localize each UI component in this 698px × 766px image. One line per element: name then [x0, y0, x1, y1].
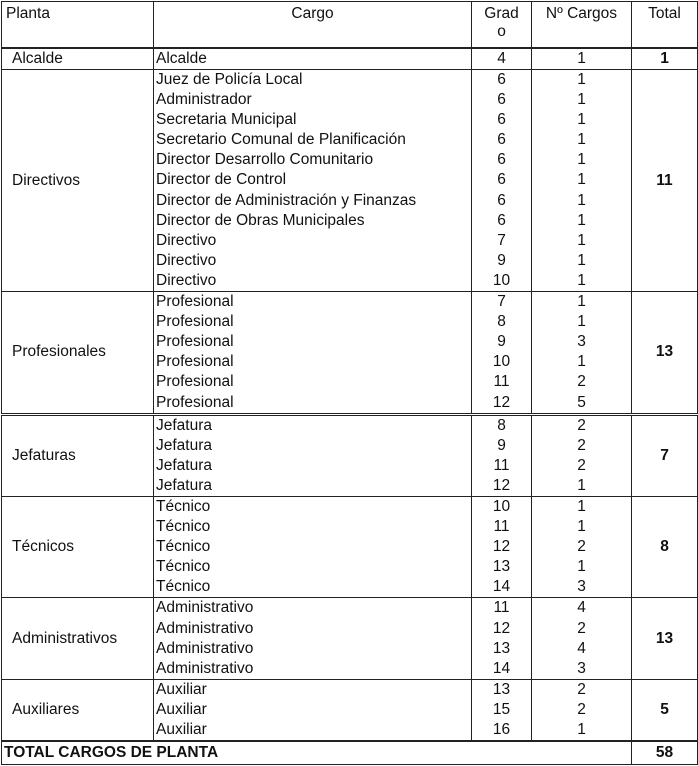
n-cargos-line: 1 [577, 558, 586, 576]
cargo-cell [154, 679, 472, 741]
cargo-line: Secretario Comunal de Planificación [156, 131, 406, 149]
grado-line: 13 [492, 680, 511, 698]
cargo-line: Administrativo [156, 639, 254, 657]
n-cargos-line: 2 [577, 538, 586, 556]
grado-line: 12 [492, 538, 511, 556]
grado-line: 11 [493, 373, 510, 391]
grado-line: 10 [492, 497, 511, 515]
grado-line: 6 [497, 131, 506, 149]
cargo-line: Técnico [156, 578, 211, 596]
n-cargos-line: 1 [577, 518, 586, 536]
n-cargos-cell: 1 [532, 48, 632, 70]
grado-line: 10 [492, 353, 511, 371]
n-cargos-line: 3 [577, 659, 586, 677]
header-grado: Grad o [472, 2, 532, 49]
cargo-line: Jefatura [156, 476, 213, 494]
group-total: 7 [632, 414, 698, 496]
grado-cell [472, 496, 532, 597]
n-cargos-line: 2 [577, 416, 586, 434]
n-cargos-line: 1 [577, 231, 586, 249]
n-cargos-cell [532, 679, 632, 741]
grado-cell [472, 70, 532, 292]
group-row-jefaturas [2, 414, 698, 496]
n-cargos-line: 2 [577, 680, 586, 698]
planta-label: Auxiliares [2, 679, 154, 741]
grado-line: 6 [497, 91, 506, 109]
grado-line: 14 [492, 659, 511, 677]
grado-line: 7 [497, 293, 506, 311]
n-cargos-line: 1 [577, 271, 586, 289]
n-cargos-line: 4 [577, 639, 586, 657]
cargo-line: Director de Administración y Finanzas [156, 191, 417, 209]
grado-cell [472, 292, 532, 415]
cargo-line: Técnico [156, 518, 211, 536]
grado-line: 13 [492, 558, 511, 576]
grand-total-value: 58 [632, 741, 698, 765]
n-cargos-line: 1 [577, 71, 586, 88]
n-cargos-line: 1 [577, 313, 586, 331]
n-cargos-line: 1 [577, 171, 586, 189]
group-total: 13 [632, 292, 698, 415]
grado-line: 9 [497, 436, 506, 454]
n-cargos-line: 1 [577, 353, 586, 371]
cargo-line: Administrador [156, 91, 252, 109]
group-total: 11 [632, 70, 698, 292]
n-cargos-cell [532, 496, 632, 597]
cargo-cell [154, 496, 472, 597]
planta-label: Técnicos [2, 496, 154, 597]
cargo-line: Administrativo [156, 619, 254, 637]
cargo-cell [154, 598, 472, 679]
group-row-tecnicos [2, 496, 698, 597]
n-cargos-line: 2 [577, 373, 586, 391]
n-cargos-line: 2 [577, 436, 586, 454]
cargo-line: Técnico [156, 538, 211, 556]
header-n-cargos: Nº Cargos [532, 2, 632, 49]
cargo-line: Profesional [156, 313, 234, 331]
group-row-administrativos [2, 598, 698, 679]
grado-line: 11 [493, 518, 510, 536]
n-cargos-line: 1 [577, 211, 586, 229]
cargo-line: Secretaria Municipal [156, 111, 297, 129]
group-row-directivos [2, 70, 698, 292]
n-cargos-line: 1 [577, 191, 586, 209]
cargos-planta-table [1, 1, 698, 765]
grado-line: 16 [492, 721, 511, 738]
n-cargos-line: 2 [577, 619, 586, 637]
cargo-line: Directivo [156, 231, 217, 249]
n-cargos-line: 1 [577, 131, 586, 149]
grand-total-row [2, 741, 698, 765]
n-cargos-cell [532, 598, 632, 679]
cargo-cell [154, 70, 472, 292]
grado-line: 6 [497, 171, 506, 189]
cargo-line: Profesional [156, 393, 234, 411]
grado-line: 8 [497, 313, 506, 331]
cargo-line: Auxiliar [156, 680, 207, 698]
n-cargos-line: 1 [577, 251, 586, 269]
header-planta: Planta [2, 2, 154, 49]
n-cargos-line: 1 [577, 476, 586, 494]
grado-line: 9 [497, 333, 506, 351]
cargo-line: Director de Control [156, 171, 287, 189]
cargo-line: Técnico [156, 497, 211, 515]
planta-label: Administrativos [2, 598, 154, 679]
n-cargos-line: 1 [577, 151, 586, 169]
cargo-line: Jefatura [156, 436, 213, 454]
group-total: 1 [632, 48, 698, 70]
cargo-line: Técnico [156, 558, 211, 576]
cargo-line: Auxiliar [156, 700, 207, 718]
cargo-line: Profesional [156, 373, 234, 391]
grado-line: 15 [492, 700, 511, 718]
cargo-line: Profesional [156, 353, 234, 371]
cargo-cell [154, 292, 472, 415]
grado-line: 13 [492, 639, 511, 657]
grado-line: 11 [493, 599, 510, 617]
n-cargos-line: 3 [577, 578, 586, 596]
grado-line: 6 [497, 151, 506, 169]
n-cargos-line: 1 [577, 91, 586, 109]
header-row [2, 2, 698, 49]
cargo-cell [154, 414, 472, 496]
group-total: 5 [632, 679, 698, 741]
grado-line: 12 [492, 619, 511, 637]
grado-line: 7 [497, 231, 506, 249]
n-cargos-cell [532, 292, 632, 415]
cargo-cell: Alcalde [154, 48, 472, 70]
grado-line: 12 [492, 476, 511, 494]
n-cargos-line: 3 [577, 333, 586, 351]
header-cargo: Cargo [154, 2, 472, 49]
cargo-line: Juez de Policía Local [156, 71, 303, 88]
grado-cell [472, 414, 532, 496]
cargo-line: Directivo [156, 271, 217, 289]
n-cargos-line: 1 [577, 497, 586, 515]
n-cargos-line: 1 [577, 293, 586, 311]
n-cargos-line: 1 [577, 111, 586, 129]
group-total: 8 [632, 496, 698, 597]
grado-cell [472, 598, 532, 679]
group-total: 13 [632, 598, 698, 679]
cargo-line: Profesional [156, 333, 234, 351]
n-cargos-line: 5 [577, 393, 586, 411]
grado-line: 8 [497, 416, 506, 434]
cargo-line: Director Desarrollo Comunitario [156, 151, 374, 169]
n-cargos-line: 2 [577, 456, 586, 474]
grado-line: 6 [497, 111, 506, 129]
cargo-line: Profesional [156, 293, 234, 311]
n-cargos-line: 1 [577, 721, 586, 738]
group-row-alcalde [2, 48, 698, 70]
cargo-line: Jefatura [156, 416, 213, 434]
cargo-line: Administrativo [156, 599, 254, 617]
grado-line: 14 [492, 578, 511, 596]
n-cargos-line: 4 [577, 599, 586, 617]
n-cargos-cell [532, 414, 632, 496]
cargo-line: Director de Obras Municipales [156, 211, 365, 229]
grand-total-label: TOTAL CARGOS DE PLANTA [2, 741, 632, 765]
grado-line: 6 [497, 191, 506, 209]
cargo-line: Jefatura [156, 456, 213, 474]
grado-line: 6 [497, 71, 506, 88]
grado-line: 10 [492, 271, 511, 289]
cargo-line: Auxiliar [156, 721, 207, 738]
planta-label: Profesionales [2, 292, 154, 415]
cargo-line: Directivo [156, 251, 217, 269]
n-cargos-line: 2 [577, 700, 586, 718]
grado-cell: 4 [472, 48, 532, 70]
grado-line: 11 [493, 456, 510, 474]
planta-label: Directivos [2, 70, 154, 292]
cargo-line: Administrativo [156, 659, 254, 677]
group-row-auxiliares [2, 679, 698, 741]
grado-line: 9 [497, 251, 506, 269]
planta-label: Jefaturas [2, 414, 154, 496]
grado-line: 6 [497, 211, 506, 229]
grado-cell [472, 679, 532, 741]
header-total: Total [632, 2, 698, 49]
planta-label: Alcalde [2, 48, 154, 70]
group-row-profesionales [2, 292, 698, 415]
grado-line: 12 [492, 393, 511, 411]
n-cargos-cell [532, 70, 632, 292]
